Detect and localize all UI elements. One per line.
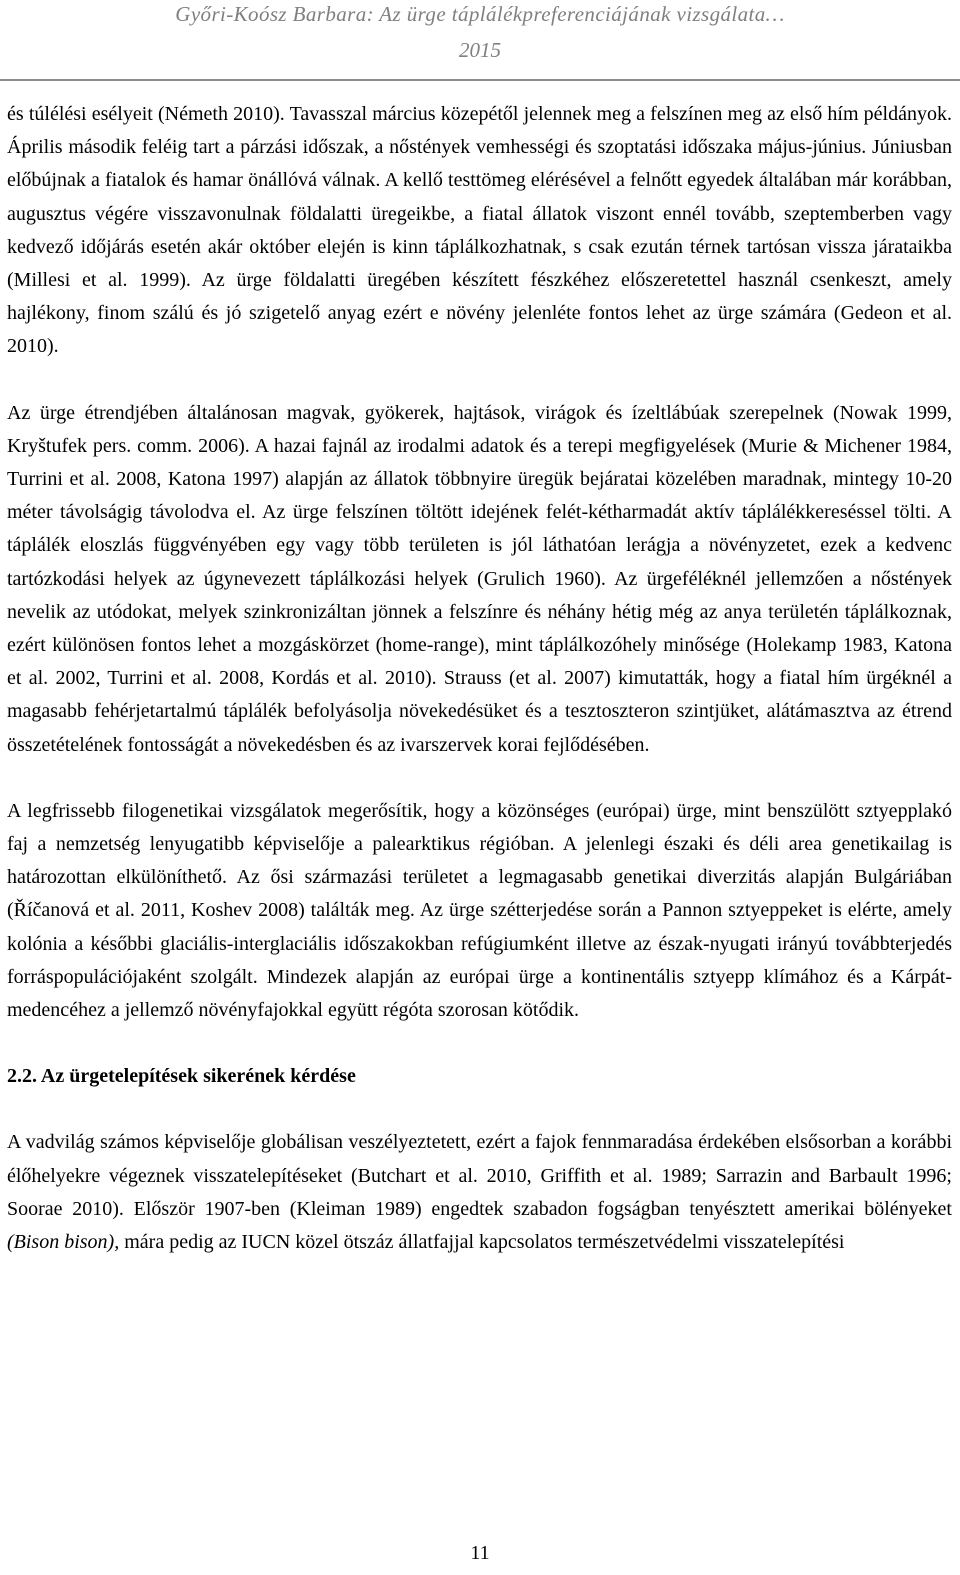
document-body	[7, 98, 952, 1292]
paragraph-3: A legfrissebb filogenetikai vizsgálatok megerősítik, hogy a közönséges (európai) ürge, mint benszülött sztyepplakó faj a nemzetség lenyugatibb képviselője a palearktikus régióban. A jelenlegi északi és déli area genetikailag is határozottan elkülöníthető. Az ősi származási területet a legmagasabb genetikai diverzitás alapján Bulgáriában (Říčanová et al. 2011, Koshev 2008) találták meg. Az ürge szétterjedése során a Pannon sztyeppeket is elérte, amely kolónia a későbbi glaciális-interglaciális időszakokban refúgiumként illetve az észak-nyugati irányú továbbterjedés forráspopulációjaként szolgált. Mindezek alapján az európai ürge a kontinentális sztyepp klímához és a Kárpát-medencéhez a jellemző növényfajokkal együtt régóta szorosan kötődik.	[7, 799, 952, 1022]
paragraph-2: Az ürge étrendjében általánosan magvak, gyökerek, hajtások, virágok és ízeltlábúak szerepelnek (Nowak 1999, Kryštufek pers. comm. 2006). A hazai fajnál az irodalmi adatok és a terepi megfigyelések (Murie & Michener 1984, Turrini et al. 2008, Katona 1997) alapján az állatok többnyire üregük bejáratai közelében maradnak, mintegy 10-20 méter távolságig távolodva el. Az ürge felszínen töltött idejének felét-kétharmadát aktív táplálékkereséssel tölti. A táplálék eloszlás függvényében egy vagy több területen is jól láthatóan lerágja a növényzetet, ezek a kedvenc tartózkodási helyek az úgynevezett táplálkozási helyek (Grulich 1960). Az ürgeféléknél jellemzően a nőstények nevelik az utódokat, melyek szinkronizáltan jönnek a felszínre és néhány hétig még az anya területén táplálkoznak, ezért különösen fontos lehet a mozgáskörzet (home-range), mint táplálkozóhely minősége (Holekamp 1983, Katona et al. 2002, Turrini et al. 2008, Kordás et al. 2010). Strauss (et al. 2007) kimutatták, hogy a fiatal hím ürgéknél a magasabb fehérjetartalmú táplálék befolyásolja növekedésüket és a tesztoszteron szintjüket, alátámasztva az étrend összetételének fontosságát a növekedésben és az ivarszervek korai fejlődésében.	[7, 401, 952, 756]
paragraph-1: és túlélési esélyeit (Németh 2010). Tavasszal március közepétől jelennek meg a felszínen meg az első hím példányok. Április második feléig tart a párzási időszak, a nőstények vemhességi és szoptatási időszaka május-június. Júniusban előbújnak a fiatalok és hamar önállóvá válnak. A kellő testtömeg elérésével a felnőtt egyedek általában már korábban, augusztus végére visszavonulnak földalatti üregeikbe, a fiatal állatok viszont ennél tovább, szeptemberben vagy kedvező időjárás esetén akár október elején is kinn táplálkozhatnak, s csak ezután térnek tartósan vissza járataikba (Millesi et al. 1999). Az ürge földalatti üregében készített fészkéhez előszeretettel használ csenkeszt, amely hajlékony, finom szálú és jó szigetelő anyag ezért e növény jelenléte fontos lehet az ürge számára (Gedeon et al. 2010).	[7, 103, 952, 358]
section-heading: 2.2. Az ürgetelepítések sikerének kérdése	[7, 1065, 356, 1088]
header-divider	[0, 79, 960, 81]
page-number: 11	[470, 1542, 490, 1564]
header-title: Győri-Koósz Barbara: Az ürge táplálékpreferenciájának vizsgálata…	[175, 2, 785, 26]
species-name: (Bison bison),	[7, 1231, 120, 1254]
header-year: 2015	[459, 38, 501, 62]
paragraph-4	[7, 1126, 952, 1259]
paragraph-4-text-a: A vadvilág számos képviselője globálisan veszélyeztetett, ezért a fajok fennmaradása érdekében elsősorban a korábbi élőhelyekre végeznek visszatelepítéseket (Butchart et al. 2010, Griffith et al. 1989; Sarrazin and Barbault 1996; Soorae 2010). Először 1907-ben (Kleiman 1989) engedtek szabadon fogságban tenyésztett amerikai bölényeket	[7, 1131, 952, 1220]
paragraph-4-text-b: mára pedig az IUCN közel ötszáz állatfajjal kapcsolatos természetvédelmi visszatelepítési	[119, 1231, 845, 1254]
